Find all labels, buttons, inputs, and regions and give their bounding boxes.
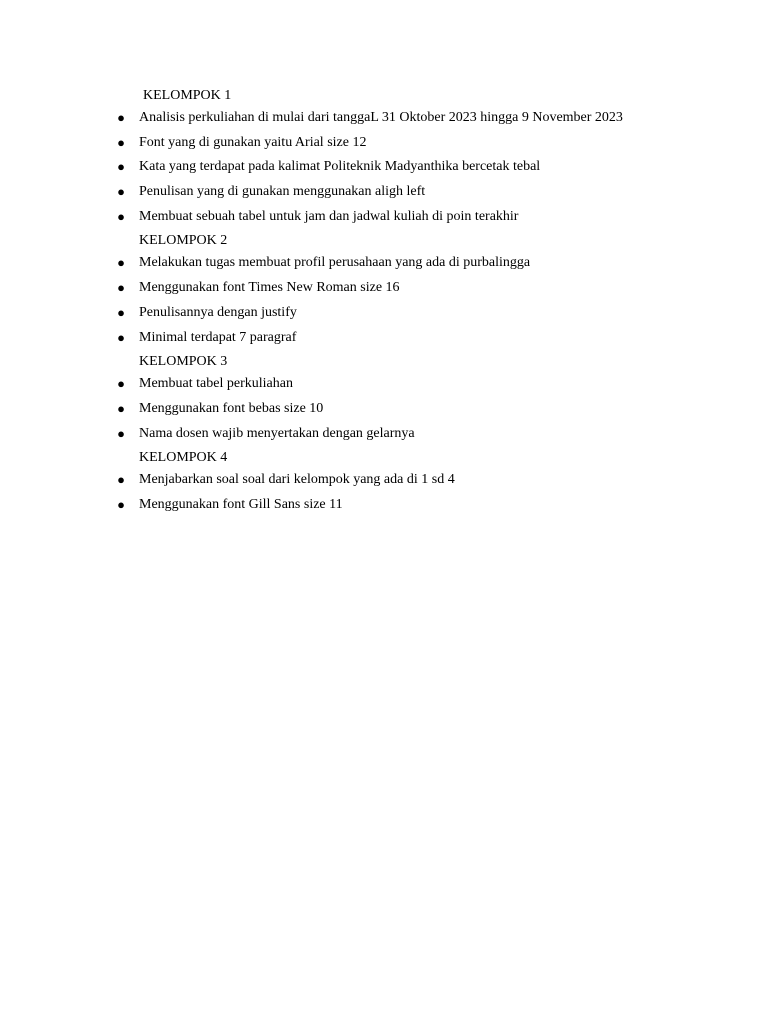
group-kelompok-2 <box>0 231 768 352</box>
bullet-icon: ● <box>117 159 125 175</box>
bullet-icon: ● <box>117 376 125 392</box>
list-item <box>0 278 768 303</box>
bullet-icon: ● <box>117 184 125 200</box>
group-kelompok-3 <box>0 352 768 448</box>
list-item-text: Menggunakan font Times New Roman size 16 <box>139 280 400 296</box>
list-item-text: Penulisan yang di gunakan menggunakan aligh left <box>139 184 426 200</box>
group-kelompok-1 <box>0 86 768 231</box>
list-item <box>0 253 768 278</box>
list-item-text: Minimal terdapat 7 paragraf <box>139 329 297 345</box>
bullet-icon: ● <box>117 329 125 345</box>
bullet-list <box>0 470 768 519</box>
list-item <box>0 108 768 133</box>
list-item <box>0 424 768 449</box>
list-item-text: Analisis perkuliahan di mulai dari tanggaL 31 Oktober 2023 hingga 9 November 2023 <box>139 110 623 125</box>
bullet-icon: ● <box>117 304 125 320</box>
bullet-icon: ● <box>117 208 125 224</box>
list-item-text: Menggunakan font bebas size 10 <box>139 400 324 416</box>
bullet-icon: ● <box>117 134 125 150</box>
group-kelompok-4 <box>0 448 768 519</box>
bullet-list <box>0 374 768 448</box>
bullet-icon: ● <box>117 425 125 441</box>
list-item-text: Membuat tabel perkuliahan <box>139 376 293 392</box>
list-item <box>0 495 768 520</box>
document-page <box>0 86 768 520</box>
list-item-text: Font yang di gunakan yaitu Arial size 12 <box>139 134 367 150</box>
group-heading: KELOMPOK 4 <box>139 450 228 466</box>
group-heading: KELOMPOK 1 <box>143 88 232 103</box>
bullet-icon: ● <box>117 472 125 488</box>
bullet-icon: ● <box>117 496 125 512</box>
list-item <box>0 374 768 399</box>
list-item <box>0 399 768 424</box>
list-item <box>0 207 768 232</box>
list-item <box>0 182 768 207</box>
bullet-list <box>0 253 768 352</box>
bullet-icon: ● <box>117 255 125 271</box>
list-item <box>0 133 768 158</box>
bullet-icon: ● <box>117 400 125 416</box>
group-heading: KELOMPOK 3 <box>139 354 228 370</box>
list-item-text: Penulisannya dengan justify <box>139 304 297 320</box>
group-heading: KELOMPOK 2 <box>139 233 228 249</box>
list-item-text: Menjabarkan soal soal dari kelompok yang ada di 1 sd 4 <box>139 472 455 488</box>
list-item <box>0 157 768 182</box>
list-item-text: Melakukan tugas membuat profil perusahaan yang ada di purbalingga <box>139 255 531 271</box>
bullet-icon: ● <box>117 110 125 125</box>
list-item-text: Menggunakan font Gill Sans size 11 <box>139 496 343 512</box>
list-item <box>0 303 768 328</box>
list-item-text: Membuat sebuah tabel untuk jam dan jadwal kuliah di poin terakhir <box>139 208 519 224</box>
list-item-text: Nama dosen wajib menyertakan dengan gelarnya <box>139 425 415 441</box>
list-item <box>0 328 768 353</box>
bullet-list <box>0 108 768 231</box>
list-item <box>0 470 768 495</box>
list-item-text: Kata yang terdapat pada kalimat Politeknik Madyanthika bercetak tebal <box>139 159 541 175</box>
bullet-icon: ● <box>117 280 125 296</box>
